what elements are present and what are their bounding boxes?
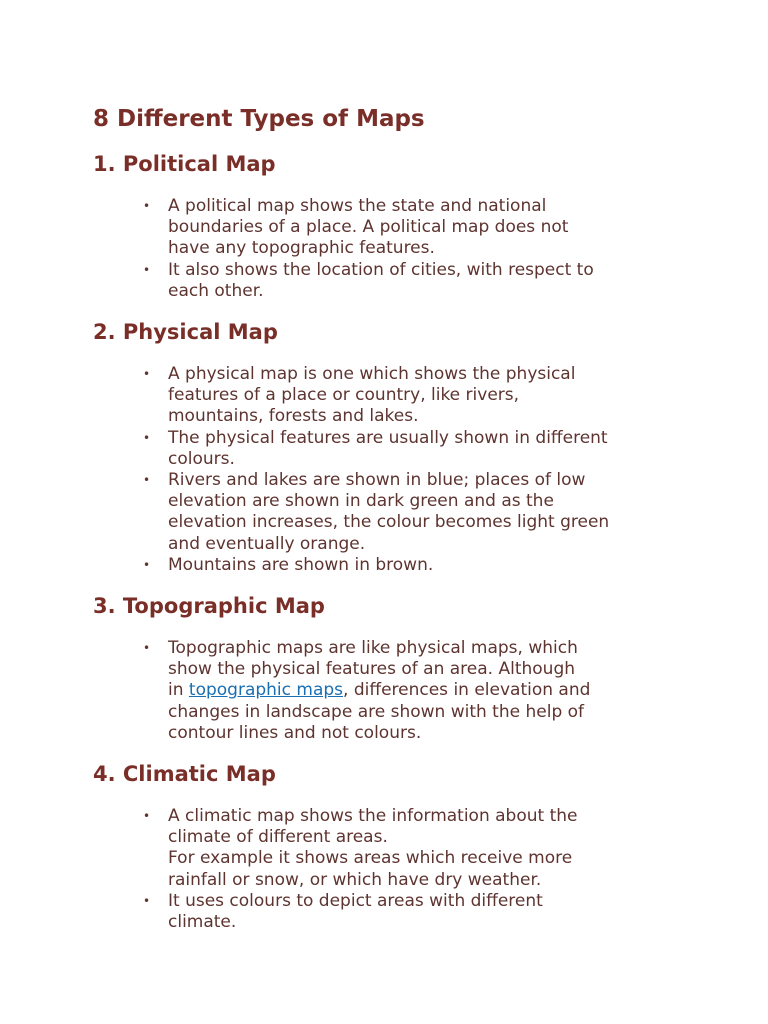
list-item: • It also shows the location of cities, with respect to each other. (143, 259, 594, 301)
section-heading-topographic-map: 3. Topographic Map (93, 594, 325, 618)
bullet-icon: • (143, 557, 151, 572)
list-item: • Mountains are shown in brown. (143, 554, 434, 575)
topographic-map-list (143, 638, 688, 744)
bullet-icon: • (143, 893, 151, 908)
section-heading-physical-map: 2. Physical Map (93, 320, 278, 344)
bullet-icon: • (143, 809, 151, 823)
bullet-icon: • (143, 473, 151, 488)
list-item: • A climatic map shows the information about the climate of different areas. For example it shows areas which receive more rainfall or snow, or which have dry weather. (143, 806, 578, 890)
bullet-icon: • (143, 430, 151, 445)
list-item: • A physical map is one which shows the physical features of a place or country, like rivers, mountains, forests and lakes. (143, 364, 576, 427)
political-map-list (143, 196, 688, 302)
physical-map-list (143, 364, 688, 576)
topographic-maps-link[interactable]: topographic maps (188, 680, 344, 701)
bullet-icon: • (143, 367, 151, 381)
list-item: • It uses colours to depict areas with different climate. (143, 890, 543, 933)
bullet-icon: • (143, 641, 151, 655)
section-heading-climatic-map: 4. Climatic Map (93, 762, 276, 786)
list-item: • A political map shows the state and national boundaries of a place. A political map does not have any topographic features. (143, 196, 569, 259)
bullet-icon: • (143, 262, 151, 277)
section-heading-political-map: 1. Political Map (93, 152, 276, 176)
list-item: • Topographic maps are like physical maps, which show the physical features of an area. Although in topographic maps, differences in elevation and changes in landscape are shown with the help of contour lines and not colours. (143, 638, 591, 743)
page-title: 8 Different Types of Maps (93, 106, 425, 132)
climatic-map-list (143, 806, 688, 933)
list-item: • Rivers and lakes are shown in blue; places of low elevation are shown in dark green and as the elevation increases, the colour becomes light green and eventually orange. (143, 470, 610, 554)
bullet-icon: • (143, 199, 151, 213)
list-item: • The physical features are usually shown in different colours. (143, 427, 608, 469)
